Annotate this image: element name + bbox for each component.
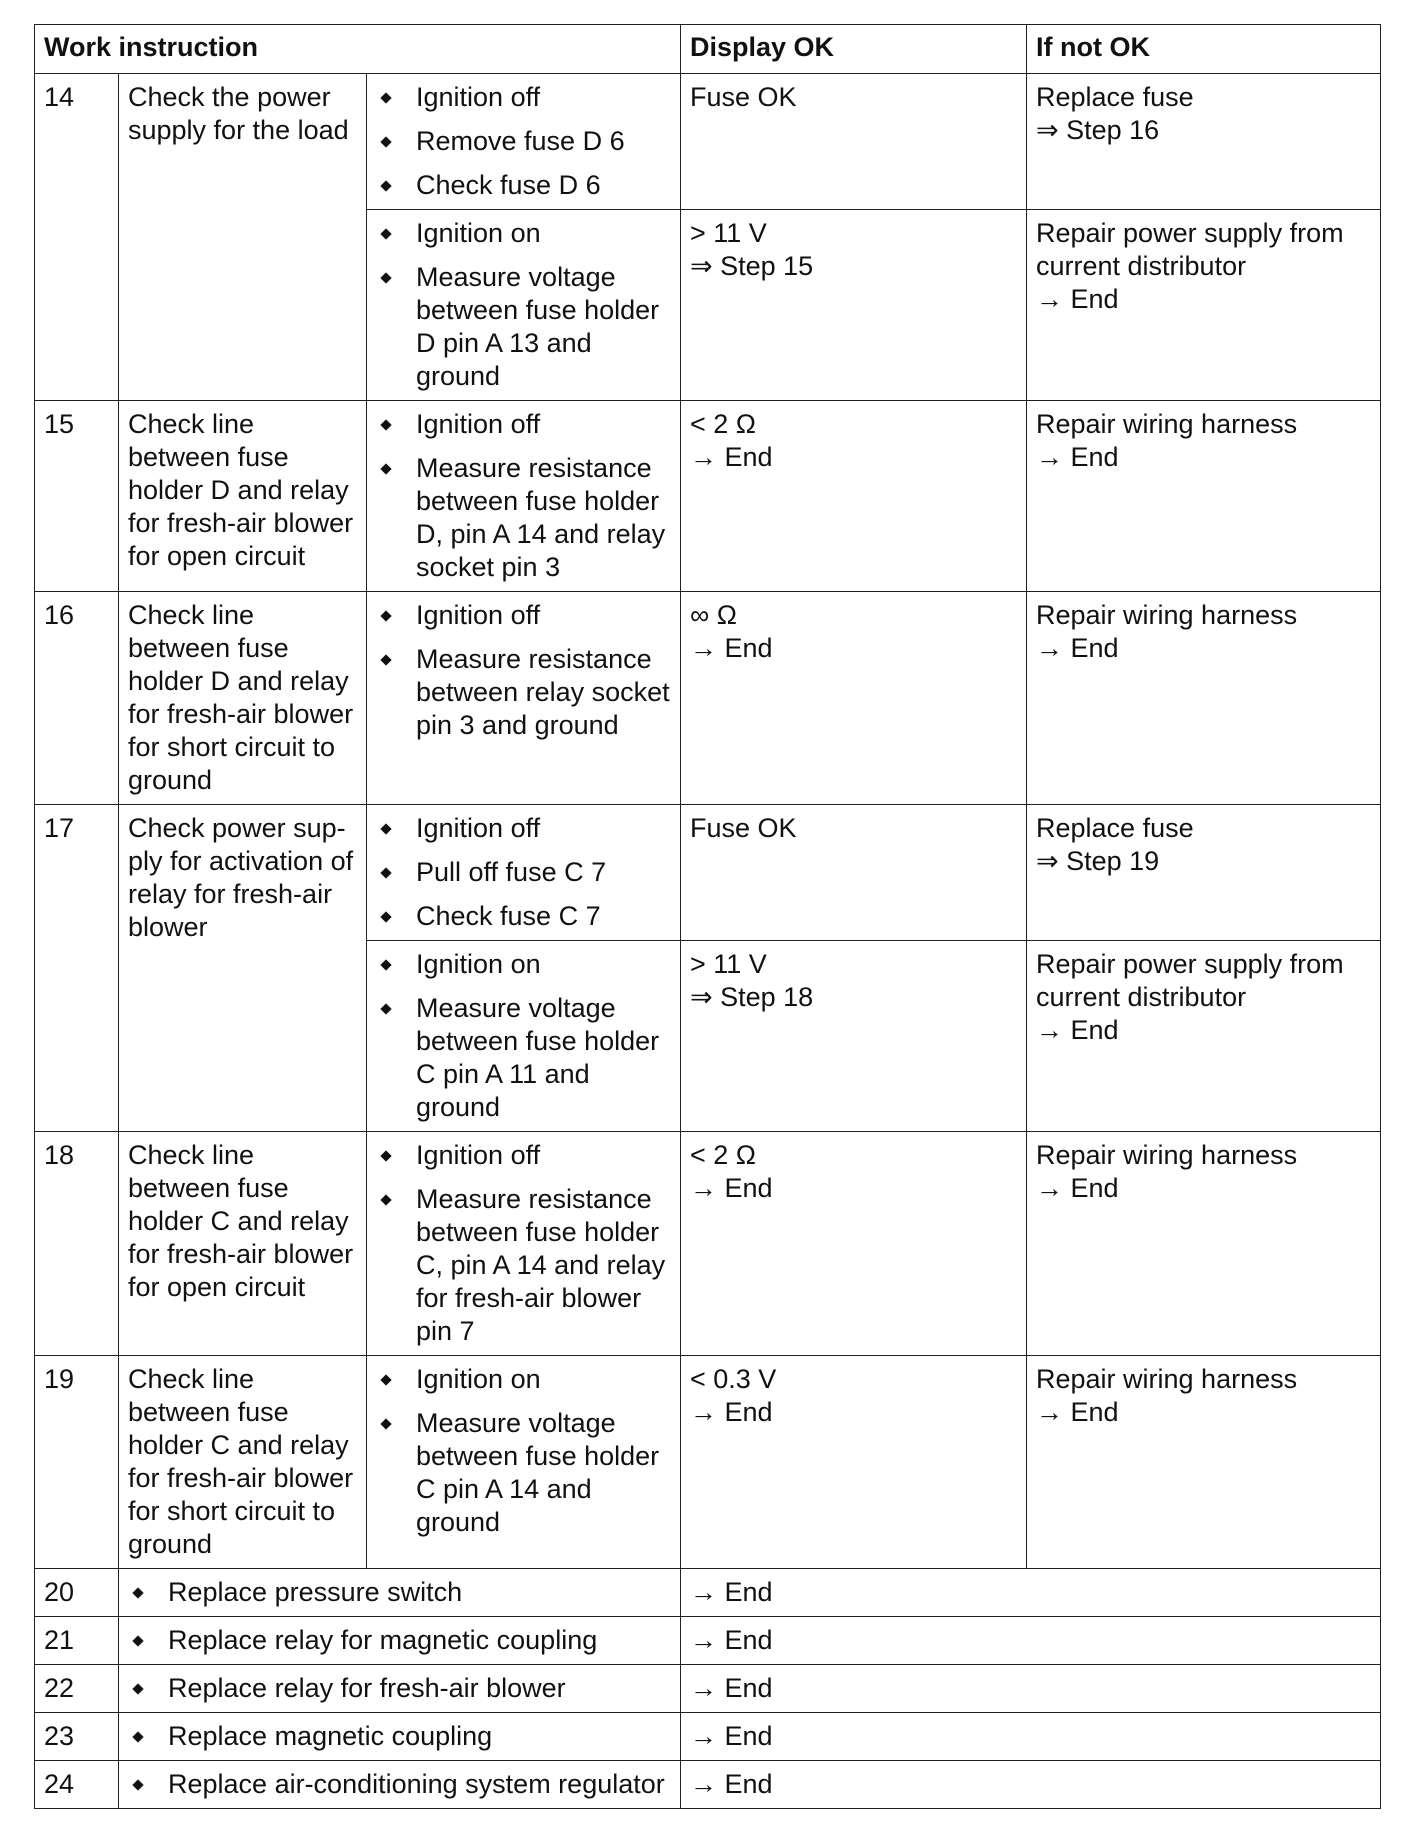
action-item bbox=[376, 900, 671, 933]
display-ok-cell bbox=[681, 592, 1027, 805]
action-item bbox=[128, 1720, 671, 1753]
action-text: Ignition off bbox=[416, 600, 541, 630]
action-item bbox=[128, 1768, 671, 1801]
action-item bbox=[376, 1139, 671, 1172]
result-line: < 2 Ω bbox=[690, 409, 756, 439]
result-line: Repair wiring harness bbox=[1036, 1364, 1298, 1394]
action-text: Check fuse D 6 bbox=[416, 170, 601, 200]
display-ok-cell bbox=[681, 1356, 1027, 1569]
action-list bbox=[376, 408, 671, 584]
if-not-ok-cell bbox=[1027, 210, 1381, 401]
action-item bbox=[376, 992, 671, 1124]
check-actions bbox=[367, 74, 681, 210]
action-item bbox=[376, 261, 671, 393]
check-actions bbox=[367, 941, 681, 1132]
display-ok-cell bbox=[681, 805, 1027, 941]
step-task: Check line between fuse holder D and relay for fresh-air blower for open circuit bbox=[119, 401, 367, 592]
action-text: Replace relay for fresh-air blower bbox=[168, 1673, 566, 1703]
action-text: Ignition on bbox=[416, 949, 541, 979]
result-line: > 11 V bbox=[690, 949, 767, 979]
table-row bbox=[35, 592, 1381, 805]
action-text: Replace magnetic coupling bbox=[168, 1721, 493, 1751]
result-line: → End bbox=[1036, 284, 1119, 314]
bullet-diamond-icon bbox=[380, 463, 391, 474]
bullet-diamond-icon bbox=[132, 1683, 143, 1694]
bullet-diamond-icon bbox=[380, 272, 391, 283]
table-row bbox=[35, 1761, 1381, 1809]
action-text: Ignition on bbox=[416, 218, 541, 248]
action-list bbox=[376, 599, 671, 742]
check-actions bbox=[367, 1356, 681, 1569]
action-text: Replace relay for magnetic coupling bbox=[168, 1625, 598, 1655]
step-number: 15 bbox=[35, 401, 119, 592]
result-line: → End bbox=[690, 1173, 773, 1203]
action-list bbox=[376, 1363, 671, 1539]
action-text: Check fuse C 7 bbox=[416, 901, 601, 931]
bullet-diamond-icon bbox=[380, 867, 391, 878]
action-item bbox=[128, 1624, 671, 1657]
bullet-diamond-icon bbox=[380, 959, 391, 970]
table-row bbox=[35, 1617, 1381, 1665]
action-text: Ignition off bbox=[416, 1140, 541, 1170]
bullet-diamond-icon bbox=[380, 823, 391, 834]
step-number: 23 bbox=[35, 1713, 119, 1761]
bullet-diamond-icon bbox=[380, 1150, 391, 1161]
result-line: → End bbox=[690, 633, 773, 663]
if-not-ok-cell bbox=[1027, 1356, 1381, 1569]
action-item bbox=[376, 217, 671, 250]
result-line: Repair wiring harness bbox=[1036, 1140, 1298, 1170]
result-line: → End bbox=[690, 442, 773, 472]
step-result: → End bbox=[681, 1665, 1381, 1713]
action-text: Replace pressure switch bbox=[168, 1577, 463, 1607]
action-item bbox=[376, 169, 671, 202]
step-action bbox=[119, 1761, 681, 1809]
step-task: Check power sup-ply for activation of relay for fresh-air blower bbox=[119, 805, 367, 1132]
result-line: → End bbox=[690, 1397, 773, 1427]
step-number: 22 bbox=[35, 1665, 119, 1713]
display-ok-cell bbox=[681, 941, 1027, 1132]
if-not-ok-cell bbox=[1027, 74, 1381, 210]
check-actions bbox=[367, 401, 681, 592]
if-not-ok-cell bbox=[1027, 805, 1381, 941]
result-line: ∞ Ω bbox=[690, 600, 737, 630]
bullet-diamond-icon bbox=[380, 654, 391, 665]
result-line: ⇒ Step 15 bbox=[690, 251, 814, 281]
table-row bbox=[35, 401, 1381, 592]
table-row bbox=[35, 1713, 1381, 1761]
action-item bbox=[128, 1672, 671, 1705]
action-text: Ignition off bbox=[416, 82, 541, 112]
result-line: → End bbox=[1036, 1397, 1119, 1427]
result-line: → End bbox=[1036, 633, 1119, 663]
bullet-diamond-icon bbox=[380, 180, 391, 191]
action-item bbox=[376, 81, 671, 114]
header-work-instruction: Work instruction bbox=[35, 25, 681, 74]
step-task: Check line between fuse holder C and relay for fresh-air blower for open circuit bbox=[119, 1132, 367, 1356]
step-result: → End bbox=[681, 1617, 1381, 1665]
bullet-diamond-icon bbox=[132, 1731, 143, 1742]
result-line: > 11 V bbox=[690, 218, 767, 248]
result-line: Repair power supply from current distributor bbox=[1036, 949, 1344, 1012]
result-line: ⇒ Step 18 bbox=[690, 982, 814, 1012]
display-ok-cell bbox=[681, 210, 1027, 401]
result-line: Fuse OK bbox=[690, 813, 797, 843]
step-action bbox=[119, 1713, 681, 1761]
result-line: → End bbox=[1036, 1173, 1119, 1203]
header-if-not-ok: If not OK bbox=[1027, 25, 1381, 74]
check-actions bbox=[367, 1132, 681, 1356]
check-actions bbox=[367, 592, 681, 805]
bullet-diamond-icon bbox=[380, 1003, 391, 1014]
step-action bbox=[119, 1569, 681, 1617]
action-list bbox=[376, 812, 671, 933]
step-number: 14 bbox=[35, 74, 119, 401]
bullet-diamond-icon bbox=[380, 228, 391, 239]
header-display-ok: Display OK bbox=[681, 25, 1027, 74]
step-task: Check line between fuse holder D and relay for fresh-air blower for short circuit to ground bbox=[119, 592, 367, 805]
result-line: Repair power supply from current distributor bbox=[1036, 218, 1344, 281]
action-item bbox=[376, 408, 671, 441]
step-number: 21 bbox=[35, 1617, 119, 1665]
display-ok-cell bbox=[681, 74, 1027, 210]
action-item bbox=[376, 452, 671, 584]
action-list bbox=[376, 217, 671, 393]
step-task: Check line between fuse holder C and relay for fresh-air blower for short circuit to ground bbox=[119, 1356, 367, 1569]
table-row bbox=[35, 1665, 1381, 1713]
result-line: Replace fuse bbox=[1036, 82, 1194, 112]
step-action bbox=[119, 1617, 681, 1665]
step-task: Check the power supply for the load bbox=[119, 74, 367, 401]
action-list bbox=[376, 81, 671, 202]
bullet-diamond-icon bbox=[380, 92, 391, 103]
step-action bbox=[119, 1665, 681, 1713]
step-number: 16 bbox=[35, 592, 119, 805]
step-number: 19 bbox=[35, 1356, 119, 1569]
bullet-diamond-icon bbox=[380, 911, 391, 922]
table-row bbox=[35, 1356, 1381, 1569]
action-text: Measure voltage between fuse holder C pin A 14 and ground bbox=[416, 1408, 660, 1537]
bullet-diamond-icon bbox=[380, 1194, 391, 1205]
if-not-ok-cell bbox=[1027, 941, 1381, 1132]
action-text: Remove fuse D 6 bbox=[416, 126, 625, 156]
check-actions bbox=[367, 210, 681, 401]
header-row bbox=[35, 25, 1381, 74]
if-not-ok-cell bbox=[1027, 1132, 1381, 1356]
action-text: Measure voltage between fuse holder D pin A 13 and ground bbox=[416, 262, 660, 391]
step-result: → End bbox=[681, 1713, 1381, 1761]
result-line: < 0.3 V bbox=[690, 1364, 777, 1394]
action-item bbox=[376, 812, 671, 845]
action-text: Ignition off bbox=[416, 409, 541, 439]
display-ok-cell bbox=[681, 401, 1027, 592]
action-text: Replace air-conditioning system regulator bbox=[168, 1769, 665, 1799]
step-number: 20 bbox=[35, 1569, 119, 1617]
result-line: Repair wiring harness bbox=[1036, 409, 1298, 439]
result-line: → End bbox=[1036, 1015, 1119, 1045]
action-item bbox=[376, 599, 671, 632]
result-line: < 2 Ω bbox=[690, 1140, 756, 1170]
step-number: 18 bbox=[35, 1132, 119, 1356]
result-line: Fuse OK bbox=[690, 82, 797, 112]
action-text: Pull off fuse C 7 bbox=[416, 857, 607, 887]
action-text: Measure resistance between fuse holder C, pin A 14 and relay for fresh-air blower pin 7 bbox=[416, 1184, 666, 1346]
step-result: → End bbox=[681, 1569, 1381, 1617]
work-instruction-table bbox=[34, 24, 1381, 1809]
action-item bbox=[376, 125, 671, 158]
bullet-diamond-icon bbox=[380, 136, 391, 147]
action-text: Measure resistance between relay socket pin 3 and ground bbox=[416, 644, 670, 740]
action-text: Measure resistance between fuse holder D, pin A 14 and relay socket pin 3 bbox=[416, 453, 666, 582]
action-list bbox=[376, 1139, 671, 1348]
table-row bbox=[35, 74, 1381, 210]
table-row bbox=[35, 1569, 1381, 1617]
action-item bbox=[376, 1363, 671, 1396]
result-line: → End bbox=[1036, 442, 1119, 472]
action-item bbox=[128, 1576, 671, 1609]
action-list bbox=[376, 948, 671, 1124]
action-item bbox=[376, 1407, 671, 1539]
check-actions bbox=[367, 805, 681, 941]
action-item bbox=[376, 643, 671, 742]
if-not-ok-cell bbox=[1027, 401, 1381, 592]
bullet-diamond-icon bbox=[380, 1418, 391, 1429]
display-ok-cell bbox=[681, 1132, 1027, 1356]
action-text: Measure voltage between fuse holder C pin A 11 and ground bbox=[416, 993, 660, 1122]
table-row bbox=[35, 1132, 1381, 1356]
action-item bbox=[376, 1183, 671, 1348]
action-text: Ignition off bbox=[416, 813, 541, 843]
action-item bbox=[376, 856, 671, 889]
bullet-diamond-icon bbox=[380, 419, 391, 430]
step-number: 24 bbox=[35, 1761, 119, 1809]
result-line: ⇒ Step 16 bbox=[1036, 115, 1160, 145]
bullet-diamond-icon bbox=[132, 1587, 143, 1598]
result-line: Replace fuse bbox=[1036, 813, 1194, 843]
action-item bbox=[376, 948, 671, 981]
bullet-diamond-icon bbox=[380, 610, 391, 621]
step-result: → End bbox=[681, 1761, 1381, 1809]
action-text: Ignition on bbox=[416, 1364, 541, 1394]
if-not-ok-cell bbox=[1027, 592, 1381, 805]
step-number: 17 bbox=[35, 805, 119, 1132]
table-body bbox=[35, 74, 1381, 1809]
table-row bbox=[35, 805, 1381, 941]
result-line: Repair wiring harness bbox=[1036, 600, 1298, 630]
bullet-diamond-icon bbox=[380, 1374, 391, 1385]
bullet-diamond-icon bbox=[132, 1779, 143, 1790]
bullet-diamond-icon bbox=[132, 1635, 143, 1646]
result-line: ⇒ Step 19 bbox=[1036, 846, 1160, 876]
